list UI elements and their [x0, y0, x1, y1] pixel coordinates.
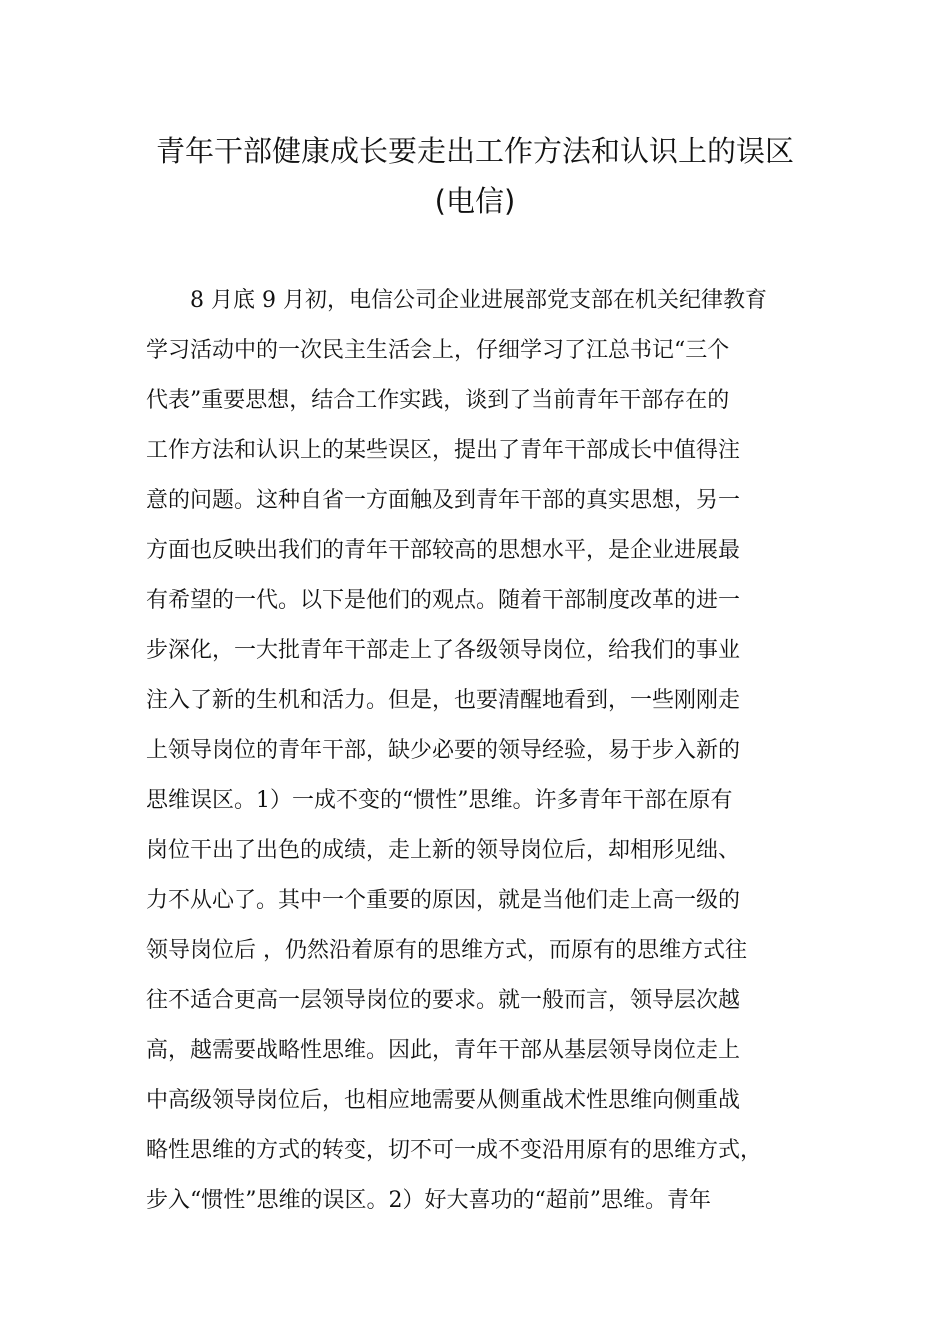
paragraph-line: 代表”重要思想，结合工作实践，谈到了当前青年干部存在的 — [146, 388, 730, 413]
paragraph-line: 意的问题。这种自省一方面触及到青年干部的真实思想，另一 — [146, 488, 741, 513]
paragraph-line: 8 月底 9 月初，电信公司企业进展部党支部在机关纪律教育 — [190, 288, 767, 313]
paragraph-line: 力不从心了。其中一个重要的原因，就是当他们走上高一级的 — [146, 888, 741, 913]
paragraph-line: 步深化，一大批青年干部走上了各级领导岗位，给我们的事业 — [146, 638, 741, 663]
paragraph-line: 高，越需要战略性思维。因此，青年干部从基层领导岗位走上 — [146, 1038, 741, 1063]
paragraph-line: 思维误区。1）一成不变的“惯性”思维。许多青年干部在原有 — [146, 788, 733, 813]
paragraph-line: 领导岗位后 ，仍然沿着原有的思维方式，而原有的思维方式往 — [146, 938, 747, 963]
paragraph-line: 工作方法和认识上的某些误区，提出了青年干部成长中值得注 — [146, 438, 741, 463]
paragraph-line: 有希望的一代。以下是他们的观点。随着干部制度改革的进一 — [146, 588, 741, 613]
paragraph-line: 注入了新的生机和活力。但是，也要清醒地看到，一些刚刚走 — [146, 688, 741, 713]
document-subtitle: (电信) — [434, 184, 516, 218]
paragraph-line: 中高级领导岗位后，也相应地需要从侧重战术性思维向侧重战 — [146, 1088, 741, 1113]
paragraph-line: 往不适合更高一层领导岗位的要求。就一般而言，领导层次越 — [146, 988, 741, 1013]
paragraph-line: 略性思维的方式的转变，切不可一成不变沿用原有的思维方式， — [146, 1138, 763, 1163]
paragraph-line: 上领导岗位的青年干部，缺少必要的领导经验，易于步入新的 — [146, 738, 741, 763]
document-title: 青年干部健康成长要走出工作方法和认识上的误区 — [155, 134, 794, 168]
paragraph-line: 方面也反映出我们的青年干部较高的思想水平，是企业进展最 — [146, 538, 741, 563]
paragraph-line: 学习活动中的一次民主生活会上，仔细学习了江总书记“三个 — [146, 338, 730, 363]
paragraph-line: 岗位干出了出色的成绩，走上新的领导岗位后，却相形见绌、 — [146, 838, 741, 863]
paragraph-line: 步入“惯性”思维的误区。2）好大喜功的“超前”思维。青年 — [146, 1188, 711, 1213]
